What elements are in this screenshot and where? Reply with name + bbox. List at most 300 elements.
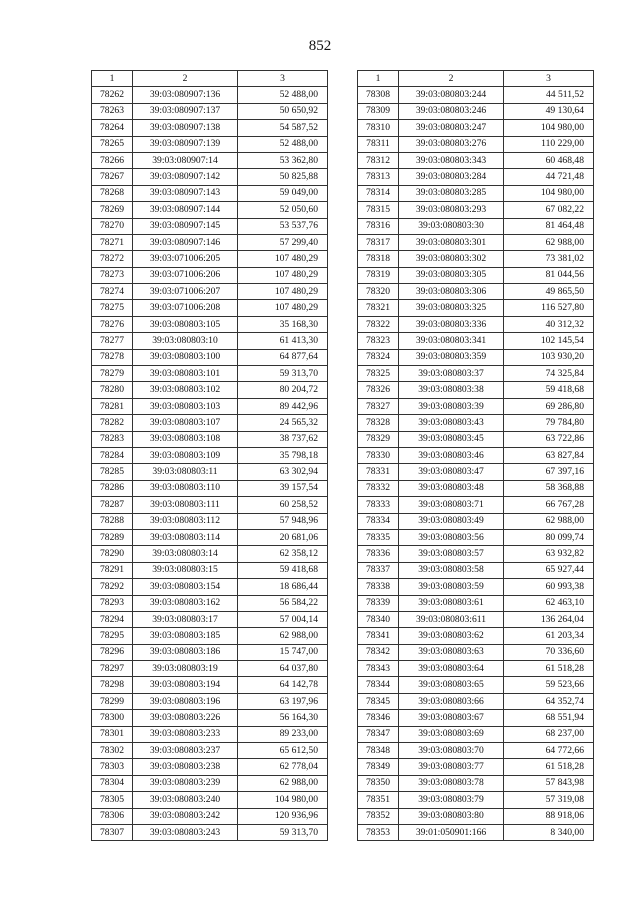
registry-table-left — [91, 70, 328, 841]
value-cell: 49 865,50 — [504, 284, 594, 300]
row-number-cell: 78333 — [358, 497, 399, 513]
table-row — [92, 595, 328, 611]
row-number-cell: 78278 — [92, 349, 133, 365]
value-cell: 65 612,50 — [238, 743, 328, 759]
row-number-cell: 78329 — [358, 431, 399, 447]
value-cell: 110 229,00 — [504, 136, 594, 152]
row-number-cell: 78346 — [358, 710, 399, 726]
cadastral-number-cell: 39:03:080907:146 — [133, 234, 238, 250]
cadastral-number-cell: 39:03:080803:285 — [399, 185, 504, 201]
row-number-cell: 78323 — [358, 333, 399, 349]
row-number-cell: 78327 — [358, 398, 399, 414]
row-number-cell: 78283 — [92, 431, 133, 447]
value-cell: 60 468,48 — [504, 152, 594, 168]
row-number-cell: 78312 — [358, 152, 399, 168]
value-cell: 67 397,16 — [504, 464, 594, 480]
table-row — [358, 824, 594, 840]
table-row — [358, 693, 594, 709]
row-number-cell: 78316 — [358, 218, 399, 234]
cadastral-number-cell: 39:03:080803:80 — [399, 808, 504, 824]
table-row — [358, 103, 594, 119]
value-cell: 52 488,00 — [238, 136, 328, 152]
cadastral-number-cell: 39:03:080803:69 — [399, 726, 504, 742]
table-row — [358, 677, 594, 693]
column-header: 2 — [133, 71, 238, 87]
value-cell: 60 258,52 — [238, 497, 328, 513]
row-number-cell: 78292 — [92, 579, 133, 595]
table-row — [358, 169, 594, 185]
row-number-cell: 78307 — [92, 824, 133, 840]
row-number-cell: 78353 — [358, 824, 399, 840]
cadastral-number-cell: 39:01:050901:166 — [399, 824, 504, 840]
table-row — [92, 726, 328, 742]
row-number-cell: 78272 — [92, 251, 133, 267]
value-cell: 136 264,04 — [504, 611, 594, 627]
row-number-cell: 78296 — [92, 644, 133, 660]
cadastral-number-cell: 39:03:080803:276 — [399, 136, 504, 152]
cadastral-number-cell: 39:03:080803:63 — [399, 644, 504, 660]
cadastral-number-cell: 39:03:080803:100 — [133, 349, 238, 365]
row-number-cell: 78338 — [358, 579, 399, 595]
cadastral-number-cell: 39:03:080803:38 — [399, 382, 504, 398]
cadastral-number-cell: 39:03:080803:67 — [399, 710, 504, 726]
row-number-cell: 78348 — [358, 743, 399, 759]
cadastral-number-cell: 39:03:080803:78 — [399, 775, 504, 791]
cadastral-number-cell: 39:03:080803:185 — [133, 628, 238, 644]
table-row — [358, 661, 594, 677]
cadastral-number-cell: 39:03:080803:15 — [133, 562, 238, 578]
cadastral-number-cell: 39:03:080803:77 — [399, 759, 504, 775]
table-row — [92, 464, 328, 480]
row-number-cell: 78349 — [358, 759, 399, 775]
table-row — [92, 234, 328, 250]
value-cell: 50 650,92 — [238, 103, 328, 119]
table-row — [92, 743, 328, 759]
row-number-cell: 78269 — [92, 202, 133, 218]
row-number-cell: 78286 — [92, 480, 133, 496]
cadastral-number-cell: 39:03:080803:244 — [399, 87, 504, 103]
value-cell: 57 004,14 — [238, 611, 328, 627]
table-row — [92, 497, 328, 513]
value-cell: 63 932,82 — [504, 546, 594, 562]
column-header: 3 — [238, 71, 328, 87]
cadastral-number-cell: 39:03:080803:325 — [399, 300, 504, 316]
row-number-cell: 78337 — [358, 562, 399, 578]
cadastral-number-cell: 39:03:071006:207 — [133, 284, 238, 300]
table-row — [92, 661, 328, 677]
table-row — [92, 513, 328, 529]
row-number-cell: 78271 — [92, 234, 133, 250]
value-cell: 54 587,52 — [238, 120, 328, 136]
value-cell: 88 918,06 — [504, 808, 594, 824]
table-row — [92, 792, 328, 808]
row-number-cell: 78270 — [92, 218, 133, 234]
row-number-cell: 78305 — [92, 792, 133, 808]
cadastral-number-cell: 39:03:080907:145 — [133, 218, 238, 234]
cadastral-number-cell: 39:03:080803:48 — [399, 480, 504, 496]
value-cell: 63 302,94 — [238, 464, 328, 480]
cadastral-number-cell: 39:03:080803:30 — [399, 218, 504, 234]
cadastral-number-cell: 39:03:080803:39 — [399, 398, 504, 414]
table-row — [92, 824, 328, 840]
table-row — [92, 415, 328, 431]
value-cell: 49 130,64 — [504, 103, 594, 119]
value-cell: 18 686,44 — [238, 579, 328, 595]
value-cell: 39 157,54 — [238, 480, 328, 496]
cadastral-number-cell: 39:03:080803:114 — [133, 529, 238, 545]
table-row — [92, 382, 328, 398]
cadastral-number-cell: 39:03:080803:306 — [399, 284, 504, 300]
table-row — [358, 431, 594, 447]
table-row — [92, 316, 328, 332]
row-number-cell: 78324 — [358, 349, 399, 365]
table-header-row — [92, 71, 328, 87]
row-number-cell: 78315 — [358, 202, 399, 218]
cadastral-number-cell: 39:03:080803:239 — [133, 775, 238, 791]
value-cell: 81 464,48 — [504, 218, 594, 234]
value-cell: 59 418,68 — [238, 562, 328, 578]
value-cell: 64 142,78 — [238, 677, 328, 693]
column-header: 3 — [504, 71, 594, 87]
cadastral-number-cell: 39:03:080803:43 — [399, 415, 504, 431]
cadastral-number-cell: 39:03:080803:242 — [133, 808, 238, 824]
cadastral-number-cell: 39:03:080803:105 — [133, 316, 238, 332]
table-row — [92, 152, 328, 168]
table-row — [92, 251, 328, 267]
table-row — [358, 546, 594, 562]
cadastral-number-cell: 39:03:080803:56 — [399, 529, 504, 545]
row-number-cell: 78306 — [92, 808, 133, 824]
value-cell: 89 442,96 — [238, 398, 328, 414]
value-cell: 61 518,28 — [504, 661, 594, 677]
value-cell: 107 480,29 — [238, 267, 328, 283]
table-row — [358, 792, 594, 808]
page-number: 852 — [308, 38, 332, 54]
table-row — [92, 169, 328, 185]
row-number-cell: 78302 — [92, 743, 133, 759]
row-number-cell: 78347 — [358, 726, 399, 742]
value-cell: 62 988,00 — [238, 775, 328, 791]
table-row — [358, 87, 594, 103]
cadastral-number-cell: 39:03:080803:49 — [399, 513, 504, 529]
cadastral-number-cell: 39:03:080803:59 — [399, 579, 504, 595]
value-cell: 15 747,00 — [238, 644, 328, 660]
row-number-cell: 78300 — [92, 710, 133, 726]
row-number-cell: 78340 — [358, 611, 399, 627]
table-row — [358, 185, 594, 201]
table-row — [358, 300, 594, 316]
row-number-cell: 78274 — [92, 284, 133, 300]
row-number-cell: 78336 — [358, 546, 399, 562]
table-header-row — [358, 71, 594, 87]
row-number-cell: 78290 — [92, 546, 133, 562]
table-row — [358, 366, 594, 382]
row-number-cell: 78293 — [92, 595, 133, 611]
table-row — [92, 431, 328, 447]
table-row — [92, 120, 328, 136]
cadastral-number-cell: 39:03:080907:143 — [133, 185, 238, 201]
row-number-cell: 78345 — [358, 693, 399, 709]
value-cell: 59 313,70 — [238, 366, 328, 382]
table-row — [358, 480, 594, 496]
table-row — [358, 136, 594, 152]
value-cell: 103 930,20 — [504, 349, 594, 365]
value-cell: 65 927,44 — [504, 562, 594, 578]
value-cell: 107 480,29 — [238, 284, 328, 300]
value-cell: 52 488,00 — [238, 87, 328, 103]
cadastral-number-cell: 39:03:080803:110 — [133, 480, 238, 496]
table-row — [358, 202, 594, 218]
table-row — [358, 251, 594, 267]
table-row — [358, 579, 594, 595]
value-cell: 61 518,28 — [504, 759, 594, 775]
table-row — [358, 562, 594, 578]
table-row — [358, 267, 594, 283]
row-number-cell: 78320 — [358, 284, 399, 300]
cadastral-number-cell: 39:03:080803:336 — [399, 316, 504, 332]
value-cell: 62 778,04 — [238, 759, 328, 775]
value-cell: 57 299,40 — [238, 234, 328, 250]
table-row — [92, 366, 328, 382]
row-number-cell: 78265 — [92, 136, 133, 152]
row-number-cell: 78282 — [92, 415, 133, 431]
cadastral-number-cell: 39:03:080803:359 — [399, 349, 504, 365]
row-number-cell: 78344 — [358, 677, 399, 693]
table-row — [92, 267, 328, 283]
cadastral-number-cell: 39:03:080803:233 — [133, 726, 238, 742]
row-number-cell: 78318 — [358, 251, 399, 267]
cadastral-number-cell: 39:03:080907:138 — [133, 120, 238, 136]
value-cell: 40 312,32 — [504, 316, 594, 332]
row-number-cell: 78308 — [358, 87, 399, 103]
row-number-cell: 78266 — [92, 152, 133, 168]
table-row — [358, 775, 594, 791]
row-number-cell: 78294 — [92, 611, 133, 627]
row-number-cell: 78317 — [358, 234, 399, 250]
row-number-cell: 78284 — [92, 447, 133, 463]
cadastral-number-cell: 39:03:080907:137 — [133, 103, 238, 119]
table-row — [358, 382, 594, 398]
table-row — [358, 497, 594, 513]
row-number-cell: 78291 — [92, 562, 133, 578]
row-number-cell: 78299 — [92, 693, 133, 709]
row-number-cell: 78311 — [358, 136, 399, 152]
row-number-cell: 78275 — [92, 300, 133, 316]
cadastral-number-cell: 39:03:080803:186 — [133, 644, 238, 660]
row-number-cell: 78295 — [92, 628, 133, 644]
cadastral-number-cell: 39:03:080803:108 — [133, 431, 238, 447]
value-cell: 79 784,80 — [504, 415, 594, 431]
table-row — [92, 480, 328, 496]
value-cell: 57 843,98 — [504, 775, 594, 791]
value-cell: 64 352,74 — [504, 693, 594, 709]
cadastral-number-cell: 39:03:080803:79 — [399, 792, 504, 808]
cadastral-number-cell: 39:03:080803:61 — [399, 595, 504, 611]
value-cell: 56 584,22 — [238, 595, 328, 611]
row-number-cell: 78280 — [92, 382, 133, 398]
value-cell: 63 827,84 — [504, 447, 594, 463]
row-number-cell: 78351 — [358, 792, 399, 808]
value-cell: 62 988,00 — [504, 234, 594, 250]
table-row — [92, 300, 328, 316]
cadastral-number-cell: 39:03:080803:103 — [133, 398, 238, 414]
table-row — [92, 562, 328, 578]
value-cell: 67 082,22 — [504, 202, 594, 218]
row-number-cell: 78313 — [358, 169, 399, 185]
cadastral-number-cell: 39:03:080803:305 — [399, 267, 504, 283]
table-row — [358, 218, 594, 234]
table-row — [358, 120, 594, 136]
table-row — [92, 284, 328, 300]
table-row — [358, 447, 594, 463]
table-row — [358, 152, 594, 168]
table-row — [358, 513, 594, 529]
value-cell: 70 336,60 — [504, 644, 594, 660]
value-cell: 24 565,32 — [238, 415, 328, 431]
row-number-cell: 78321 — [358, 300, 399, 316]
table-row — [92, 710, 328, 726]
table-row — [92, 611, 328, 627]
table-row — [358, 808, 594, 824]
cadastral-number-cell: 39:03:080803:247 — [399, 120, 504, 136]
row-number-cell: 78334 — [358, 513, 399, 529]
row-number-cell: 78277 — [92, 333, 133, 349]
cadastral-number-cell: 39:03:080803:11 — [133, 464, 238, 480]
registry-table-right — [357, 70, 594, 841]
table-row — [358, 415, 594, 431]
cadastral-number-cell: 39:03:080907:14 — [133, 152, 238, 168]
table-row — [92, 775, 328, 791]
cadastral-number-cell: 39:03:080803:611 — [399, 611, 504, 627]
cadastral-number-cell: 39:03:080803:237 — [133, 743, 238, 759]
row-number-cell: 78267 — [92, 169, 133, 185]
cadastral-number-cell: 39:03:080803:343 — [399, 152, 504, 168]
value-cell: 107 480,29 — [238, 251, 328, 267]
table-row — [92, 579, 328, 595]
value-cell: 62 988,00 — [238, 628, 328, 644]
table-row — [358, 644, 594, 660]
cadastral-number-cell: 39:03:080803:37 — [399, 366, 504, 382]
column-header: 1 — [92, 71, 133, 87]
cadastral-number-cell: 39:03:080803:17 — [133, 611, 238, 627]
table-row — [92, 398, 328, 414]
table-row — [358, 284, 594, 300]
table-row — [92, 349, 328, 365]
row-number-cell: 78335 — [358, 529, 399, 545]
cadastral-number-cell: 39:03:080803:66 — [399, 693, 504, 709]
table-row — [358, 595, 594, 611]
cadastral-number-cell: 39:03:080803:62 — [399, 628, 504, 644]
table-row — [92, 87, 328, 103]
cadastral-number-cell: 39:03:080803:101 — [133, 366, 238, 382]
table-row — [92, 202, 328, 218]
cadastral-number-cell: 39:03:080803:162 — [133, 595, 238, 611]
value-cell: 104 980,00 — [504, 185, 594, 201]
row-number-cell: 78325 — [358, 366, 399, 382]
value-cell: 62 463,10 — [504, 595, 594, 611]
row-number-cell: 78285 — [92, 464, 133, 480]
value-cell: 56 164,30 — [238, 710, 328, 726]
cadastral-number-cell: 39:03:080803:65 — [399, 677, 504, 693]
cadastral-number-cell: 39:03:080803:57 — [399, 546, 504, 562]
table-row — [92, 644, 328, 660]
column-header: 2 — [399, 71, 504, 87]
row-number-cell: 78309 — [358, 103, 399, 119]
row-number-cell: 78352 — [358, 808, 399, 824]
table-row — [92, 677, 328, 693]
cadastral-number-cell: 39:03:071006:208 — [133, 300, 238, 316]
table-row — [358, 349, 594, 365]
cadastral-number-cell: 39:03:080803:284 — [399, 169, 504, 185]
cadastral-number-cell: 39:03:080803:70 — [399, 743, 504, 759]
value-cell: 57 948,96 — [238, 513, 328, 529]
value-cell: 44 721,48 — [504, 169, 594, 185]
row-number-cell: 78273 — [92, 267, 133, 283]
value-cell: 73 381,02 — [504, 251, 594, 267]
value-cell: 50 825,88 — [238, 169, 328, 185]
value-cell: 74 325,84 — [504, 366, 594, 382]
row-number-cell: 78262 — [92, 87, 133, 103]
value-cell: 44 511,52 — [504, 87, 594, 103]
table-row — [358, 611, 594, 627]
row-number-cell: 78314 — [358, 185, 399, 201]
table-row — [92, 447, 328, 463]
table-row — [92, 136, 328, 152]
value-cell: 35 168,30 — [238, 316, 328, 332]
cadastral-number-cell: 39:03:080803:46 — [399, 447, 504, 463]
cadastral-number-cell: 39:03:080803:240 — [133, 792, 238, 808]
row-number-cell: 78331 — [358, 464, 399, 480]
table-row — [92, 103, 328, 119]
table-row — [358, 628, 594, 644]
row-number-cell: 78342 — [358, 644, 399, 660]
table-row — [358, 759, 594, 775]
value-cell: 59 049,00 — [238, 185, 328, 201]
value-cell: 80 204,72 — [238, 382, 328, 398]
value-cell: 20 681,06 — [238, 529, 328, 545]
cadastral-number-cell: 39:03:080803:226 — [133, 710, 238, 726]
value-cell: 81 044,56 — [504, 267, 594, 283]
value-cell: 59 313,70 — [238, 824, 328, 840]
value-cell: 35 798,18 — [238, 447, 328, 463]
value-cell: 61 413,30 — [238, 333, 328, 349]
row-number-cell: 78322 — [358, 316, 399, 332]
table-row — [92, 185, 328, 201]
table-row — [358, 529, 594, 545]
cadastral-number-cell: 39:03:080803:196 — [133, 693, 238, 709]
table-row — [358, 743, 594, 759]
value-cell: 66 767,28 — [504, 497, 594, 513]
row-number-cell: 78339 — [358, 595, 399, 611]
table-row — [92, 808, 328, 824]
value-cell: 53 362,80 — [238, 152, 328, 168]
row-number-cell: 78350 — [358, 775, 399, 791]
row-number-cell: 78303 — [92, 759, 133, 775]
row-number-cell: 78268 — [92, 185, 133, 201]
row-number-cell: 78328 — [358, 415, 399, 431]
row-number-cell: 78263 — [92, 103, 133, 119]
table-row — [92, 693, 328, 709]
table-row — [92, 546, 328, 562]
cadastral-number-cell: 39:03:080803:14 — [133, 546, 238, 562]
row-number-cell: 78343 — [358, 661, 399, 677]
row-number-cell: 78304 — [92, 775, 133, 791]
table-row — [358, 316, 594, 332]
table-row — [92, 218, 328, 234]
row-number-cell: 78264 — [92, 120, 133, 136]
cadastral-number-cell: 39:03:080803:47 — [399, 464, 504, 480]
cadastral-number-cell: 39:03:071006:205 — [133, 251, 238, 267]
